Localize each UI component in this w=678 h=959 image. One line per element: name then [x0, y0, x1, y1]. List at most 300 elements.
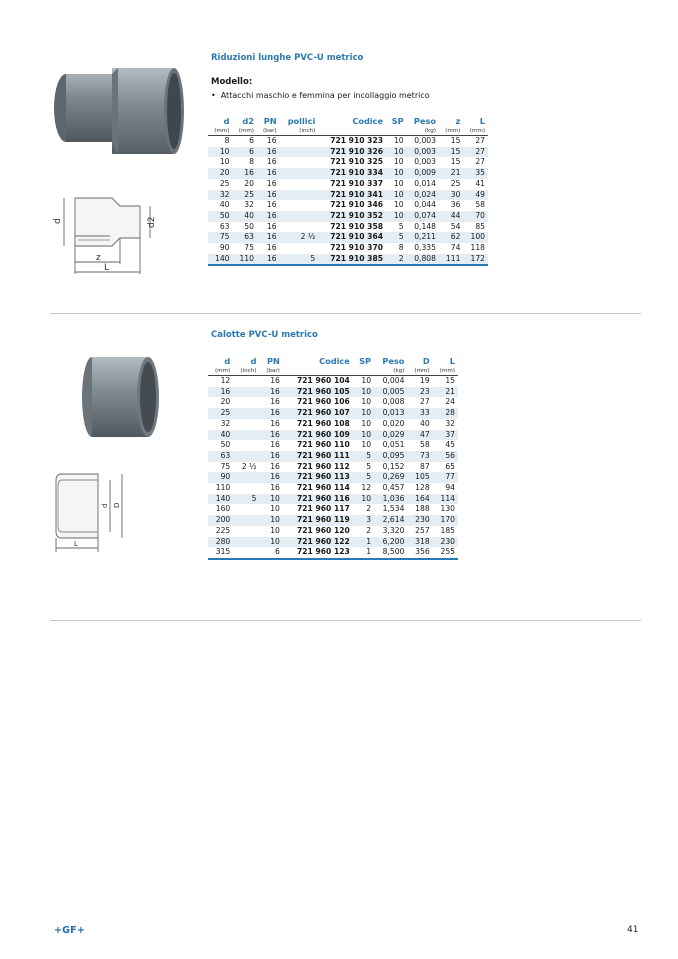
table-cell: 0,269: [374, 472, 407, 483]
table-cell: 27: [420, 397, 430, 407]
table-cell: 721 910 326: [318, 147, 386, 158]
table-cell: 721 960 116: [283, 494, 353, 505]
section-title-calotte: Calotte PVC-U metrico: [211, 330, 318, 340]
column-header: pollici: [287, 116, 316, 126]
table-cell: [233, 387, 259, 398]
column-unit: (mm): [232, 127, 256, 136]
table-cell: 1: [353, 537, 374, 548]
table-cell: 721 910 323: [330, 136, 384, 145]
section-divider: [50, 620, 641, 621]
table-row: [208, 397, 458, 408]
table-cell: 75: [244, 243, 254, 253]
table-row: [208, 451, 458, 462]
table-cell: 45: [445, 440, 455, 450]
table-cell: 185: [440, 525, 455, 535]
table-cell: 721 910 385: [318, 254, 386, 266]
table-cell: 5: [366, 461, 372, 471]
table-cell: [233, 526, 259, 537]
table-cell: 0,005: [374, 387, 407, 398]
table-cell: 56: [433, 451, 458, 462]
table-cell: 230: [433, 537, 458, 548]
table-cell: 87: [420, 461, 430, 471]
table-cell: 44: [439, 211, 463, 222]
table-cell: [233, 472, 259, 483]
table-cell: 188: [415, 504, 430, 514]
table-cell: 721 910 370: [330, 243, 384, 253]
modello-bullet: [211, 91, 430, 100]
table-cell: 128: [415, 483, 430, 493]
table-cell: 114: [433, 494, 458, 505]
table-cell: 721 910 358: [330, 221, 384, 231]
table-cell: [280, 147, 319, 158]
table-cell: [233, 547, 259, 559]
table-cell: 16: [270, 397, 280, 407]
table-cell: 0,009: [407, 168, 439, 179]
column-header: Peso: [413, 116, 436, 126]
bullet-dot-icon: •: [211, 91, 216, 100]
table-cell: 5: [398, 221, 404, 231]
table-cell: 37: [433, 430, 458, 441]
table-cell: 118: [470, 243, 485, 253]
table-cell: [280, 190, 319, 201]
table-cell: 33: [407, 408, 432, 419]
table-cell: 75: [220, 461, 231, 471]
table-cell: 0,029: [374, 430, 407, 441]
table-cell: 721 960 122: [283, 537, 353, 548]
table-cell: 58: [420, 440, 430, 450]
table-cell: 16: [260, 472, 283, 483]
table-cell: 16: [257, 190, 280, 201]
table-cell: 20: [244, 178, 254, 188]
table-cell: 2: [366, 525, 372, 535]
table-cell: 32: [220, 418, 231, 428]
table-cell: 6,200: [374, 537, 407, 548]
table-cell: 10: [361, 440, 372, 450]
table-cell: 1,534: [382, 504, 405, 514]
table-cell: 0,013: [374, 408, 407, 419]
table-cell: 230: [407, 515, 432, 526]
table-cell: 16: [266, 221, 277, 231]
calotte-table: [208, 356, 458, 560]
table-cell: [233, 430, 259, 441]
column-header: d: [223, 116, 230, 126]
table-cell: 16: [266, 178, 277, 188]
table-cell: 10: [386, 147, 407, 158]
table-cell: 85: [475, 221, 485, 231]
table-row: [208, 483, 458, 494]
column-unit: [386, 127, 407, 136]
column-unit: (mm): [439, 127, 463, 136]
column-unit: (bar): [257, 127, 280, 136]
table-cell: 25: [450, 178, 461, 188]
table-row: [208, 211, 488, 222]
table-cell: 25: [219, 178, 230, 188]
table-cell: 23: [407, 387, 432, 398]
table-cell: 32: [208, 190, 232, 201]
drawing-label-d2: d2: [147, 216, 157, 228]
page-number: 41: [627, 925, 639, 935]
table-cell: 0,457: [382, 483, 405, 493]
modello-label: Modello:: [211, 77, 253, 87]
section-title-riduzioni: Riduzioni lunghe PVC-U metrico: [211, 53, 364, 63]
table-row: [208, 157, 488, 168]
table-cell: 19: [420, 376, 430, 385]
table-row: [208, 147, 488, 158]
table-row: [208, 547, 458, 559]
column-header: PN: [267, 356, 280, 366]
column-header: z: [455, 116, 461, 126]
table-cell: 32: [244, 200, 254, 210]
table-cell: 172: [463, 254, 488, 266]
column-unit: (mm): [407, 367, 432, 376]
table-cell: 63: [219, 221, 230, 231]
cap-drawing-label-d: d: [101, 503, 109, 508]
table-cell: 15: [450, 157, 461, 167]
table-cell: [233, 408, 259, 419]
column-unit: (kg): [407, 127, 439, 136]
column-unit: (bar): [260, 367, 283, 376]
column-header: d: [250, 356, 257, 366]
table-cell: 0,004: [382, 376, 405, 385]
column-unit: (mm): [208, 127, 232, 136]
column-header: D: [422, 356, 430, 366]
column-header: Peso: [382, 356, 405, 366]
table-cell: 16: [270, 483, 280, 493]
table-cell: 721 910 337: [330, 178, 384, 188]
column-header: Codice: [352, 116, 384, 126]
table-cell: 0,024: [407, 190, 439, 201]
table-row: [208, 387, 458, 398]
table-cell: 10: [353, 494, 374, 505]
table-row: [208, 419, 458, 430]
table-cell: 721 960 123: [283, 547, 353, 559]
table-cell: 16: [266, 157, 277, 167]
table-cell: 0,003: [407, 147, 439, 158]
table-cell: 0,152: [382, 461, 405, 471]
table-cell: 28: [433, 408, 458, 419]
table-row: [208, 472, 458, 483]
table-cell: [233, 504, 259, 515]
reducer-product-photo: [52, 66, 184, 158]
table-cell: 5: [280, 254, 319, 266]
table-cell: 10: [361, 376, 372, 385]
table-cell: 49: [463, 190, 488, 201]
table-cell: 2: [386, 254, 407, 266]
table-cell: 140: [208, 254, 232, 266]
table-cell: 170: [433, 515, 458, 526]
table-cell: 16: [260, 387, 283, 398]
column-unit: (inch): [233, 367, 259, 376]
table-cell: 0,074: [407, 211, 439, 222]
table-cell: 47: [407, 430, 432, 441]
table-cell: 24: [445, 397, 455, 407]
table-cell: 721 960 110: [296, 440, 350, 450]
table-cell: 721 960 113: [283, 472, 353, 483]
table-cell: 16: [266, 136, 277, 145]
table-cell: 0,211: [407, 232, 439, 243]
column-header: SP: [391, 116, 404, 126]
table-cell: 721 960 109: [283, 430, 353, 441]
gf-logo: +GF+: [54, 925, 86, 936]
table-cell: 6: [232, 147, 256, 158]
drawing-label-d: d: [53, 218, 63, 224]
table-cell: 16: [270, 376, 280, 385]
table-cell: 10: [361, 418, 372, 428]
table-cell: 0,014: [414, 178, 436, 188]
table-cell: 721 960 119: [283, 515, 353, 526]
cap-drawing-label-L: L: [74, 540, 78, 548]
table-cell: 8: [224, 136, 230, 145]
table-cell: 40: [208, 430, 233, 441]
table-row: [208, 440, 458, 451]
column-header: d2: [242, 116, 254, 126]
table-row: [208, 179, 488, 190]
table-cell: 0,044: [414, 200, 436, 210]
column-unit: (mm): [463, 127, 488, 136]
cap-product-photo: [80, 352, 160, 442]
riduzioni-table: [208, 116, 488, 266]
table-row: [208, 494, 458, 505]
table-cell: 10: [208, 147, 232, 158]
table-row: [208, 430, 458, 441]
table-cell: 721 960 117: [296, 504, 350, 514]
table-cell: 721 960 114: [296, 483, 350, 493]
table-cell: 721 910 325: [330, 157, 384, 167]
table-cell: 63: [208, 451, 233, 462]
table-cell: [233, 515, 259, 526]
table-cell: 721 960 120: [296, 525, 350, 535]
table-cell: 16: [257, 211, 280, 222]
table-cell: 10: [361, 397, 372, 407]
table-cell: 200: [208, 515, 233, 526]
table-cell: 10: [260, 537, 283, 548]
table-row: [208, 243, 488, 254]
table-cell: 77: [433, 472, 458, 483]
table-cell: [233, 537, 259, 548]
table-cell: 721 910 341: [318, 190, 386, 201]
table-row: [208, 232, 488, 243]
table-cell: 0,095: [374, 451, 407, 462]
column-unit: [318, 127, 386, 136]
column-unit: (mm): [433, 367, 458, 376]
table-cell: 2,614: [374, 515, 407, 526]
modello-bullet-text: Attacchi maschio e femmina per incollaggio metrico: [220, 91, 430, 100]
table-cell: 73: [407, 451, 432, 462]
table-cell: [233, 483, 259, 494]
section-divider: [50, 313, 641, 314]
table-row: [208, 462, 458, 473]
table-cell: [280, 222, 319, 233]
table-cell: [280, 200, 319, 211]
table-row: [208, 515, 458, 526]
table-cell: 225: [215, 525, 231, 535]
table-cell: 12: [361, 483, 372, 493]
table-cell: 32: [445, 418, 455, 428]
table-cell: 1,036: [374, 494, 407, 505]
table-cell: 10: [260, 494, 283, 505]
table-cell: 16: [270, 461, 280, 471]
table-cell: 65: [445, 461, 455, 471]
table-cell: 16: [266, 200, 277, 210]
table-cell: 16: [257, 254, 280, 266]
table-cell: 105: [407, 472, 432, 483]
table-cell: 21: [433, 387, 458, 398]
table-cell: [233, 376, 259, 387]
table-cell: 27: [475, 136, 485, 145]
table-cell: 10: [386, 190, 407, 201]
table-cell: 16: [257, 168, 280, 179]
table-cell: 16: [208, 387, 233, 398]
table-cell: 40: [420, 418, 430, 428]
table-cell: 40: [219, 200, 230, 210]
table-cell: 27: [475, 157, 485, 167]
table-cell: 6: [249, 136, 254, 145]
column-unit: (mm): [208, 367, 233, 376]
table-cell: 2 ½: [241, 461, 257, 471]
table-cell: [233, 440, 259, 451]
table-cell: 110: [232, 254, 256, 266]
table-cell: 0,003: [414, 136, 436, 145]
table-cell: 2 ½: [280, 232, 319, 243]
table-cell: 356: [407, 547, 432, 559]
table-cell: 721 910 364: [318, 232, 386, 243]
table-cell: 0,051: [382, 440, 405, 450]
table-cell: 62: [439, 232, 463, 243]
table-cell: 318: [407, 537, 432, 548]
table-cell: 16: [266, 243, 277, 253]
table-cell: 0,020: [382, 418, 405, 428]
column-unit: [283, 367, 353, 376]
table-row: [208, 168, 488, 179]
column-unit: (kg): [374, 367, 407, 376]
table-cell: 10: [270, 525, 280, 535]
table-cell: 16: [270, 440, 280, 450]
table-row: [208, 254, 488, 266]
table-cell: 10: [353, 430, 374, 441]
table-cell: 3: [353, 515, 374, 526]
table-cell: 10: [393, 136, 404, 145]
table-cell: 2: [366, 504, 372, 514]
table-cell: [280, 157, 319, 168]
drawing-label-L: L: [104, 263, 110, 273]
table-cell: 5: [233, 494, 259, 505]
table-cell: 20: [220, 397, 231, 407]
table-cell: 0,003: [414, 157, 436, 167]
table-row: [208, 200, 488, 211]
table-cell: 6: [260, 547, 283, 559]
table-cell: 1: [353, 547, 374, 559]
table-cell: 16: [260, 451, 283, 462]
table-cell: 5: [353, 472, 374, 483]
table-row: [208, 136, 488, 147]
table-cell: 15: [445, 376, 455, 385]
table-cell: 40: [232, 211, 256, 222]
table-cell: 63: [232, 232, 256, 243]
table-cell: 10: [386, 168, 407, 179]
table-cell: 721 960 112: [296, 461, 350, 471]
table-cell: 94: [445, 483, 455, 493]
table-cell: 90: [219, 243, 230, 253]
table-cell: 58: [475, 200, 485, 210]
table-row: [208, 408, 458, 419]
table-cell: 10: [386, 211, 407, 222]
table-cell: 70: [463, 211, 488, 222]
table-cell: 280: [208, 537, 233, 548]
table-cell: [233, 451, 259, 462]
cap-technical-drawing: [52, 468, 142, 556]
table-cell: 50: [220, 440, 231, 450]
table-cell: 164: [407, 494, 432, 505]
table-cell: 721 960 106: [296, 397, 350, 407]
table-cell: 35: [463, 168, 488, 179]
table-cell: 0,808: [407, 254, 439, 266]
column-header: Codice: [319, 356, 350, 366]
table-cell: 5: [353, 451, 374, 462]
table-cell: 30: [439, 190, 463, 201]
table-cell: 255: [433, 547, 458, 559]
table-cell: [280, 211, 319, 222]
table-cell: 27: [463, 147, 488, 158]
table-cell: 0,335: [414, 243, 436, 253]
table-cell: 16: [270, 418, 280, 428]
table-cell: 10: [353, 408, 374, 419]
column-header: d: [224, 356, 231, 366]
table-cell: 41: [475, 178, 485, 188]
table-cell: 257: [415, 525, 430, 535]
table-cell: 315: [208, 547, 233, 559]
table-cell: 110: [215, 483, 231, 493]
table-row: [208, 526, 458, 537]
table-cell: 3,320: [382, 525, 405, 535]
table-cell: 721 960 105: [283, 387, 353, 398]
table-cell: 8,500: [374, 547, 407, 559]
table-cell: 111: [439, 254, 463, 266]
table-cell: 75: [208, 232, 232, 243]
table-cell: [280, 243, 319, 254]
table-cell: 721 910 352: [318, 211, 386, 222]
drawing-label-z: z: [96, 253, 101, 263]
table-cell: [280, 179, 319, 190]
column-unit: (inch): [280, 127, 319, 136]
table-cell: 10: [393, 157, 404, 167]
table-cell: 15: [450, 136, 461, 145]
table-cell: 16: [232, 168, 256, 179]
table-row: [208, 222, 488, 233]
cap-drawing-label-D: D: [113, 502, 121, 508]
table-cell: 50: [244, 221, 254, 231]
table-cell: 74: [450, 243, 461, 253]
table-row: [208, 376, 458, 387]
table-cell: 160: [215, 504, 231, 514]
table-cell: 721 960 107: [283, 408, 353, 419]
table-cell: 54: [450, 221, 461, 231]
column-header: L: [479, 116, 485, 126]
table-row: [208, 190, 488, 201]
table-cell: 16: [257, 232, 280, 243]
table-cell: 0,148: [414, 221, 436, 231]
table-cell: 721 960 111: [283, 451, 353, 462]
table-cell: 100: [463, 232, 488, 243]
table-cell: 25: [208, 408, 233, 419]
table-cell: [233, 419, 259, 430]
table-cell: 10: [260, 515, 283, 526]
table-cell: 10: [353, 387, 374, 398]
table-cell: 16: [260, 430, 283, 441]
table-cell: 12: [220, 376, 231, 385]
table-row: [208, 537, 458, 548]
table-cell: 36: [450, 200, 461, 210]
table-cell: 25: [232, 190, 256, 201]
